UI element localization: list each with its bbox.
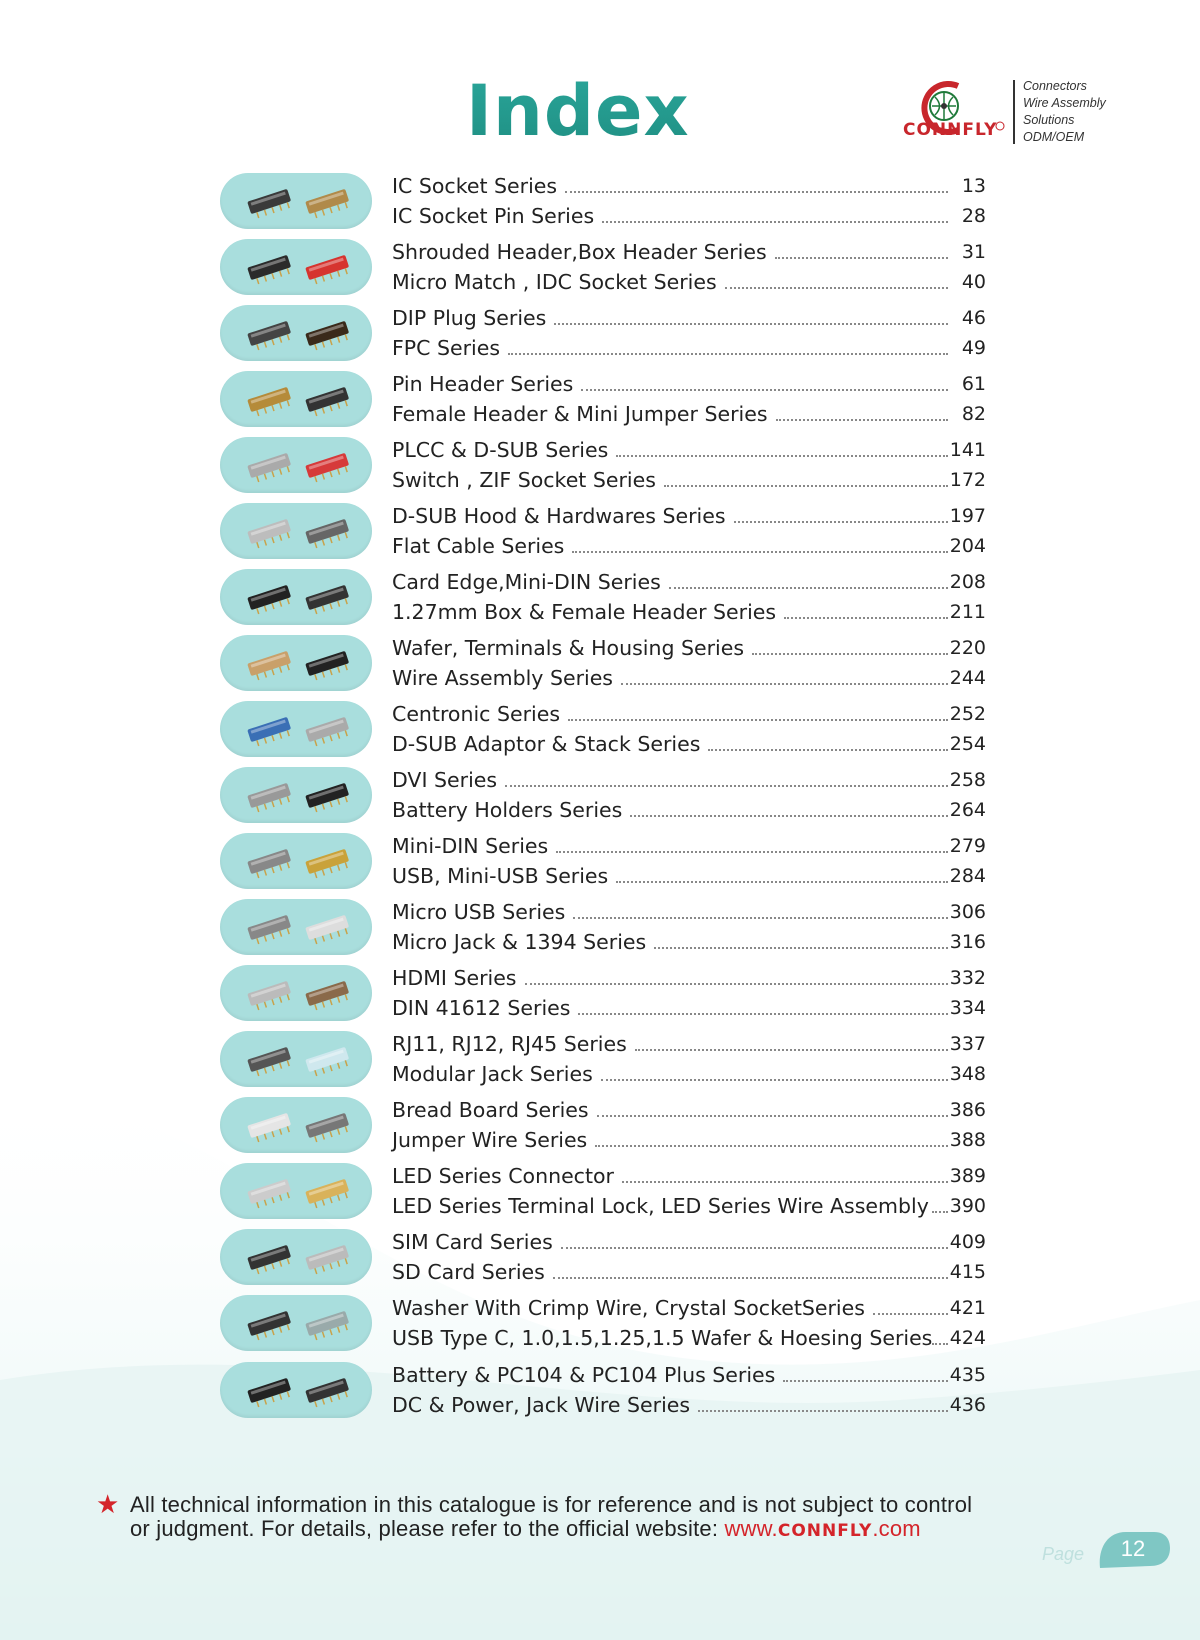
- tagline-line: Solutions: [1023, 113, 1075, 127]
- dot-leader: [561, 1247, 948, 1249]
- dot-leader: [601, 1079, 948, 1081]
- index-entry-label: Battery Holders Series: [392, 798, 623, 822]
- index-entry-label: Modular Jack Series: [392, 1062, 593, 1086]
- index-entry-label: IC Socket Pin Series: [392, 204, 595, 228]
- connector-product-icon: [300, 1107, 354, 1143]
- index-group: [0, 700, 1200, 758]
- index-group: [0, 1361, 1200, 1419]
- index-entry-page: 220: [949, 637, 986, 659]
- website-link[interactable]: [724, 1516, 920, 1541]
- connector-product-icon: [242, 1107, 296, 1143]
- dot-leader: [602, 221, 948, 223]
- website-prefix: www.: [724, 1516, 778, 1541]
- index-entry-page: 388: [949, 1129, 986, 1151]
- product-thumbnail-pill: [220, 767, 372, 823]
- index-entry-label: LED Series Terminal Lock, LED Series Wire Assembly: [392, 1194, 929, 1218]
- dot-leader: [525, 983, 949, 985]
- dot-leader: [873, 1313, 948, 1315]
- index-entry-label: SD Card Series: [392, 1260, 545, 1284]
- index-entry[interactable]: [392, 862, 992, 890]
- connector-product-icon: [300, 315, 354, 351]
- dot-leader: [784, 617, 948, 619]
- index-entry-page: 306: [949, 901, 986, 923]
- dot-leader: [734, 521, 948, 523]
- dot-leader: [698, 1410, 948, 1412]
- tagline-line: Wire Assembly: [1023, 96, 1106, 110]
- connector-product-icon: [300, 513, 354, 549]
- connector-product-icon: [242, 249, 296, 285]
- index-entry[interactable]: [392, 634, 992, 662]
- connector-product-icon: [242, 513, 296, 549]
- connector-product-icon: [242, 1239, 296, 1275]
- index-entry-page: 389: [949, 1165, 986, 1187]
- index-group: [0, 634, 1200, 692]
- index-group: [0, 304, 1200, 362]
- index-entry[interactable]: [392, 730, 992, 758]
- index-entry-label: D-SUB Adaptor & Stack Series: [392, 732, 701, 756]
- index-entry[interactable]: [392, 1391, 992, 1419]
- connector-product-icon: [242, 645, 296, 681]
- dot-leader: [508, 353, 948, 355]
- product-thumbnail-pill: [220, 173, 372, 229]
- product-thumbnail-pill: [220, 1031, 372, 1087]
- index-entry-page: 332: [949, 967, 986, 989]
- index-entry[interactable]: [392, 568, 992, 596]
- index-entry-page: 172: [949, 469, 986, 491]
- dot-leader: [568, 719, 948, 721]
- index-entry[interactable]: [392, 1294, 992, 1322]
- dot-leader: [654, 947, 948, 949]
- page-number: 12: [1120, 1536, 1146, 1561]
- dot-leader: [708, 749, 948, 751]
- index-group: [0, 1294, 1200, 1352]
- connector-product-icon: [300, 645, 354, 681]
- index-entry-label: IC Socket Series: [392, 174, 558, 198]
- dot-leader: [776, 419, 948, 421]
- index-entry[interactable]: [392, 370, 992, 398]
- index-entry[interactable]: [392, 1030, 992, 1058]
- index-entry[interactable]: [392, 832, 992, 860]
- index-entry-page: 208: [949, 571, 986, 593]
- index-group: [0, 832, 1200, 890]
- index-entry[interactable]: [392, 1060, 992, 1088]
- index-entry-page: 46: [961, 307, 986, 329]
- dot-leader: [635, 1049, 948, 1051]
- index-entry[interactable]: [392, 202, 992, 230]
- index-entry-label: RJ11, RJ12, RJ45 Series: [392, 1032, 627, 1056]
- index-entry-label: Flat Cable Series: [392, 534, 565, 558]
- index-entry[interactable]: [392, 238, 992, 266]
- index-entry-page: 49: [961, 337, 986, 359]
- product-thumbnail-pill: [220, 635, 372, 691]
- index-entry-page: 28: [961, 205, 986, 227]
- index-entry-label: DVI Series: [392, 768, 498, 792]
- index-entry-label: Battery & PC104 & PC104 Plus Series: [392, 1363, 776, 1387]
- connector-product-icon: [300, 777, 354, 813]
- product-thumbnail-pill: [220, 239, 372, 295]
- index-entry-label: Shrouded Header,Box Header Series: [392, 240, 767, 264]
- index-entry[interactable]: [392, 1162, 992, 1190]
- index-entry-page: 258: [949, 769, 986, 791]
- index-group: [0, 898, 1200, 956]
- index-entry-label: DC & Power, Jack Wire Series: [392, 1393, 691, 1417]
- index-entry[interactable]: [392, 502, 992, 530]
- index-group: [0, 436, 1200, 494]
- index-entry-page: 409: [949, 1231, 986, 1253]
- index-entry-page: 348: [949, 1063, 986, 1085]
- connector-product-icon: [300, 1041, 354, 1077]
- connector-product-icon: [300, 381, 354, 417]
- connector-product-icon: [242, 1173, 296, 1209]
- index-entry-page: 415: [949, 1261, 986, 1283]
- index-entry-page: 436: [949, 1394, 986, 1416]
- index-entry-label: Pin Header Series: [392, 372, 574, 396]
- tagline-line: Connectors: [1023, 79, 1087, 93]
- product-thumbnail-pill: [220, 305, 372, 361]
- index-entry-label: PLCC & D-SUB Series: [392, 438, 609, 462]
- index-entry-page: 390: [949, 1195, 986, 1217]
- index-entry-page: 337: [949, 1033, 986, 1055]
- index-entry[interactable]: [392, 598, 992, 626]
- dot-leader: [581, 389, 948, 391]
- index-entry-label: HDMI Series: [392, 966, 517, 990]
- index-group: [0, 370, 1200, 428]
- index-group: [0, 766, 1200, 824]
- index-entry-page: 435: [949, 1364, 986, 1386]
- connector-product-icon: [300, 249, 354, 285]
- dot-leader: [752, 653, 948, 655]
- connector-product-icon: [300, 1305, 354, 1341]
- product-thumbnail-pill: [220, 1295, 372, 1351]
- index-entry-label: SIM Card Series: [392, 1230, 553, 1254]
- connector-product-icon: [242, 315, 296, 351]
- connector-product-icon: [300, 1239, 354, 1275]
- index-entry[interactable]: [392, 1324, 992, 1352]
- index-entry[interactable]: [392, 172, 992, 200]
- page-number-tag: [1040, 1530, 1146, 1570]
- index-group: [0, 1030, 1200, 1088]
- index-entry-label: Bread Board Series: [392, 1098, 589, 1122]
- index-entry[interactable]: [392, 664, 992, 692]
- index-entry-page: 279: [949, 835, 986, 857]
- index-entry-page: 252: [949, 703, 986, 725]
- product-thumbnail-pill: [220, 503, 372, 559]
- dot-leader: [783, 1380, 948, 1382]
- index-entry[interactable]: [392, 466, 992, 494]
- index-entry[interactable]: [392, 898, 992, 926]
- index-group: [0, 502, 1200, 560]
- dot-leader: [573, 917, 948, 919]
- product-thumbnail-pill: [220, 437, 372, 493]
- product-thumbnail-pill: [220, 1362, 372, 1418]
- connector-product-icon: [242, 579, 296, 615]
- footnote-line-1: All technical information in this catalogue is for reference and is not subject to control: [130, 1492, 973, 1517]
- product-thumbnail-pill: [220, 833, 372, 889]
- index-entry[interactable]: [392, 700, 992, 728]
- index-entry-page: 424: [949, 1327, 986, 1349]
- index-entry-page: 254: [949, 733, 986, 755]
- index-entry[interactable]: [392, 1228, 992, 1256]
- product-thumbnail-pill: [220, 1163, 372, 1219]
- dot-leader: [595, 1145, 948, 1147]
- connector-product-icon: [242, 183, 296, 219]
- index-entry-page: 82: [961, 403, 986, 425]
- page-title: Index: [466, 70, 690, 152]
- connector-product-icon: [300, 909, 354, 945]
- connector-product-icon: [300, 711, 354, 747]
- index-entry-label: D-SUB Hood & Hardwares Series: [392, 504, 726, 528]
- index-entry[interactable]: [392, 400, 992, 428]
- index-entry-label: Mini-DIN Series: [392, 834, 549, 858]
- connector-product-icon: [300, 1372, 354, 1408]
- dot-leader: [622, 1181, 948, 1183]
- dot-leader: [775, 257, 948, 259]
- index-entry-page: 40: [961, 271, 986, 293]
- index-entry[interactable]: [392, 1361, 992, 1389]
- index-entry-page: 334: [949, 997, 986, 1019]
- product-thumbnail-pill: [220, 371, 372, 427]
- index-entry-label: Switch , ZIF Socket Series: [392, 468, 656, 492]
- index-entry-label: LED Series Connector: [392, 1164, 614, 1188]
- index-entry-page: 13: [961, 175, 986, 197]
- product-thumbnail-pill: [220, 569, 372, 625]
- index-entry-page: 31: [961, 241, 986, 263]
- connector-product-icon: [242, 381, 296, 417]
- connector-product-icon: [242, 1372, 296, 1408]
- index-group: [0, 1228, 1200, 1286]
- connector-product-icon: [242, 711, 296, 747]
- connector-product-icon: [300, 183, 354, 219]
- product-thumbnail-pill: [220, 1229, 372, 1285]
- index-group: [0, 964, 1200, 1022]
- index-entry-label: Micro Match , IDC Socket Series: [392, 270, 717, 294]
- connector-product-icon: [242, 777, 296, 813]
- star-icon: ★: [96, 1489, 120, 1519]
- product-thumbnail-pill: [220, 1097, 372, 1153]
- index-entry-page: 61: [961, 373, 986, 395]
- index-entry-page: 264: [949, 799, 986, 821]
- connector-product-icon: [242, 447, 296, 483]
- index-entry-page: 204: [949, 535, 986, 557]
- index-entry-label: 1.27mm Box & Female Header Series: [392, 600, 777, 624]
- index-entry[interactable]: [392, 532, 992, 560]
- product-thumbnail-pill: [220, 701, 372, 757]
- dot-leader: [578, 1013, 948, 1015]
- connector-product-icon: [242, 975, 296, 1011]
- index-entry-page: 386: [949, 1099, 986, 1121]
- footnote-text: or judgment. For details, please refer to the official website:: [130, 1516, 725, 1541]
- index-group: [0, 238, 1200, 296]
- connector-product-icon: [300, 975, 354, 1011]
- dot-leader: [669, 587, 948, 589]
- dot-leader: [553, 1277, 948, 1279]
- index-entry-page: 244: [949, 667, 986, 689]
- website-suffix: .com: [872, 1516, 921, 1541]
- index-entry[interactable]: [392, 1192, 992, 1220]
- tagline-line: ODM/OEM: [1023, 130, 1085, 144]
- index-entry-label: Micro USB Series: [392, 900, 566, 924]
- index-entry-label: FPC Series: [392, 336, 501, 360]
- index-entry-page: 211: [949, 601, 986, 623]
- index-entry-label: Jumper Wire Series: [392, 1128, 588, 1152]
- product-thumbnail-pill: [220, 965, 372, 1021]
- index-entry[interactable]: [392, 436, 992, 464]
- index-entry-label: DIN 41612 Series: [392, 996, 571, 1020]
- dot-leader: [616, 881, 948, 883]
- index-entry-label: Centronic Series: [392, 702, 560, 726]
- dot-leader: [565, 191, 948, 193]
- index-entry[interactable]: [392, 766, 992, 794]
- index-entry[interactable]: [392, 796, 992, 824]
- index-entry[interactable]: [392, 268, 992, 296]
- footnote: [96, 1489, 973, 1543]
- dot-leader: [932, 1211, 948, 1213]
- index-entry-label: Wire Assembly Series: [392, 666, 613, 690]
- footnote-line-2: [130, 1517, 972, 1543]
- connector-product-icon: [300, 447, 354, 483]
- connector-product-icon: [300, 1173, 354, 1209]
- dot-leader: [597, 1115, 948, 1117]
- connector-product-icon: [242, 1305, 296, 1341]
- dot-leader: [616, 455, 948, 457]
- index-entry-page: 316: [949, 931, 986, 953]
- index-entry-label: Female Header & Mini Jumper Series: [392, 402, 768, 426]
- connector-product-icon: [242, 909, 296, 945]
- index-entry-page: 284: [949, 865, 986, 887]
- index-entry[interactable]: [392, 334, 992, 362]
- connector-product-icon: [242, 1041, 296, 1077]
- dot-leader: [556, 851, 948, 853]
- dot-leader: [664, 485, 948, 487]
- index-entry-page: 197: [949, 505, 986, 527]
- index-entry-label: Wafer, Terminals & Housing Series: [392, 636, 745, 660]
- index-entry-label: DIP Plug Series: [392, 306, 547, 330]
- index-group: [0, 1096, 1200, 1154]
- dot-leader: [572, 551, 948, 553]
- page-word: Page: [1042, 1544, 1085, 1564]
- index-entry[interactable]: [392, 928, 992, 956]
- index-entry[interactable]: [392, 964, 992, 992]
- connector-product-icon: [300, 579, 354, 615]
- website-brand: CONNFLY: [777, 1521, 873, 1541]
- index-entry-label: Micro Jack & 1394 Series: [392, 930, 647, 954]
- index-group: [0, 172, 1200, 230]
- index-entry-label: Washer With Crimp Wire, Crystal SocketSeries: [392, 1296, 865, 1320]
- index-entry-label: Card Edge,Mini-DIN Series: [392, 570, 661, 594]
- connector-product-icon: [300, 843, 354, 879]
- index-entry[interactable]: [392, 1258, 992, 1286]
- index-entry[interactable]: [392, 1126, 992, 1154]
- index-entry-label: USB, Mini-USB Series: [392, 864, 609, 888]
- index-entry[interactable]: [392, 1096, 992, 1124]
- index-entry-label: USB Type C, 1.0,1.5,1.25,1.5 Wafer & Hoesing Series: [392, 1326, 933, 1350]
- index-entry[interactable]: [392, 994, 992, 1022]
- connector-product-icon: [242, 843, 296, 879]
- product-thumbnail-pill: [220, 899, 372, 955]
- dot-leader: [505, 785, 948, 787]
- index-entry-page: 141: [949, 439, 986, 461]
- dot-leader: [621, 683, 948, 685]
- index-entry[interactable]: [392, 304, 992, 332]
- dot-leader: [630, 815, 948, 817]
- index-entry-page: 421: [949, 1297, 986, 1319]
- logo-wordmark: CONNFLY: [903, 120, 998, 140]
- dot-leader: [932, 1343, 948, 1345]
- index-group: [0, 568, 1200, 626]
- dot-leader: [725, 287, 948, 289]
- dot-leader: [554, 323, 948, 325]
- index-group: [0, 1162, 1200, 1220]
